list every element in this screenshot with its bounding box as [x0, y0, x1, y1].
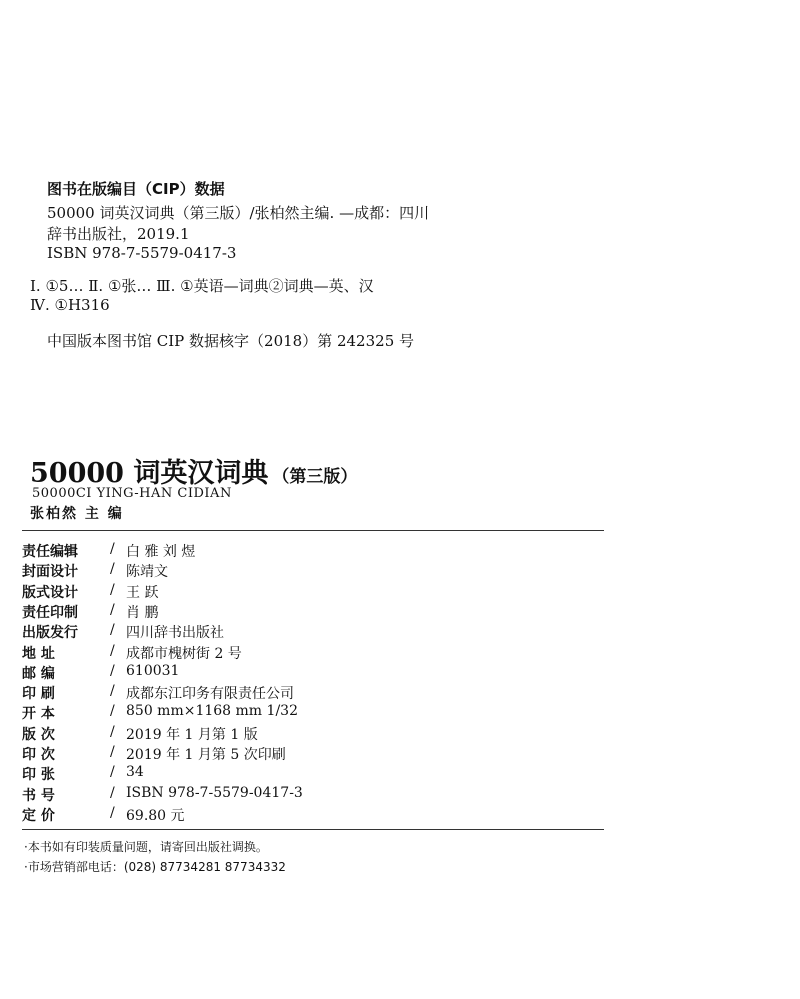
imprint-label: 邮 编 [22, 665, 55, 682]
imprint-separator: / [110, 703, 115, 720]
imprint-label: 印 刷 [22, 686, 55, 703]
imprint-value: 850 mm×1168 mm 1/32 [126, 703, 298, 720]
cip-line-classification: Ⅰ. ①5… Ⅱ. ①张… Ⅲ. ①英语—词典②词典—英、汉 [30, 277, 374, 295]
imprint-value: ISBN 978-7-5579-0417-3 [126, 784, 303, 801]
cip-heading: 图书在版编目（CIP）数据 [47, 180, 225, 198]
cip-line-publisher: 辞书出版社，2019.1 [47, 225, 190, 243]
note-marketing-phone: ·市场营销部电话：(028) 87734281 87734332 [24, 860, 286, 874]
imprint-separator: / [110, 764, 115, 781]
imprint-separator: / [110, 804, 115, 821]
book-edition: （第三版） [272, 467, 358, 487]
imprint-label: 版式设计 [22, 584, 78, 601]
imprint-label: 地 址 [22, 645, 55, 662]
imprint-label: 印 次 [22, 747, 55, 763]
divider-bottom [22, 829, 604, 830]
imprint-value: 四川辞书出版社 [126, 625, 224, 642]
book-pinyin-title: 50000CI YING-HAN CIDIAN [32, 486, 232, 501]
book-title [30, 451, 357, 490]
imprint-value: 白 雅 刘 煜 [126, 544, 196, 560]
imprint-separator: / [110, 744, 115, 760]
imprint-separator: / [110, 561, 115, 578]
imprint-value: 34 [126, 764, 144, 781]
book-title-text: 50000 词英汉词典 [30, 458, 269, 489]
cip-line-title: 50000 词英汉词典（第三版）/张柏然主编. —成都：四川 [47, 204, 430, 222]
note-print-quality: ·本书如有印装质量问题，请寄回出版社调换。 [24, 840, 268, 854]
imprint-value: 69.80 元 [126, 807, 185, 824]
imprint-label: 出版发行 [22, 625, 78, 642]
imprint-value: 2019 年 1 月第 5 次印刷 [126, 747, 286, 763]
imprint-separator: / [110, 723, 115, 740]
imprint-label: 开 本 [22, 706, 55, 723]
imprint-separator: / [110, 581, 115, 598]
cip-line-record-number: 中国版本图书馆 CIP 数据核字（2018）第 242325 号 [47, 332, 415, 350]
imprint-label: 定 价 [22, 807, 55, 824]
imprint-separator: / [110, 662, 115, 679]
imprint-separator: / [110, 601, 115, 618]
imprint-value: 陈靖文 [126, 564, 168, 581]
imprint-value: 成都市槐树街 2 号 [126, 645, 242, 662]
divider-top [22, 530, 604, 531]
imprint-separator: / [110, 784, 115, 801]
cip-line-classification-code: Ⅳ. ①H316 [30, 296, 110, 314]
imprint-label: 版 次 [22, 726, 55, 743]
imprint-separator: / [110, 642, 115, 659]
imprint-separator: / [110, 683, 115, 700]
book-editor: 张柏然 主 编 [30, 506, 124, 522]
imprint-value: 王 跃 [126, 584, 159, 601]
imprint-label: 书 号 [22, 787, 55, 804]
imprint-value: 610031 [126, 662, 180, 679]
imprint-label: 责任印制 [22, 604, 78, 621]
imprint-value: 成都东江印务有限责任公司 [126, 686, 294, 703]
imprint-label: 印 张 [22, 767, 55, 784]
cip-line-isbn: ISBN 978-7-5579-0417-3 [47, 244, 237, 262]
imprint-value: 肖 鹏 [126, 604, 159, 621]
imprint-value: 2019 年 1 月第 1 版 [126, 726, 258, 743]
imprint-separator: / [110, 541, 115, 557]
imprint-label: 责任编辑 [22, 544, 78, 560]
imprint-separator: / [110, 622, 115, 639]
imprint-label: 封面设计 [22, 564, 78, 581]
